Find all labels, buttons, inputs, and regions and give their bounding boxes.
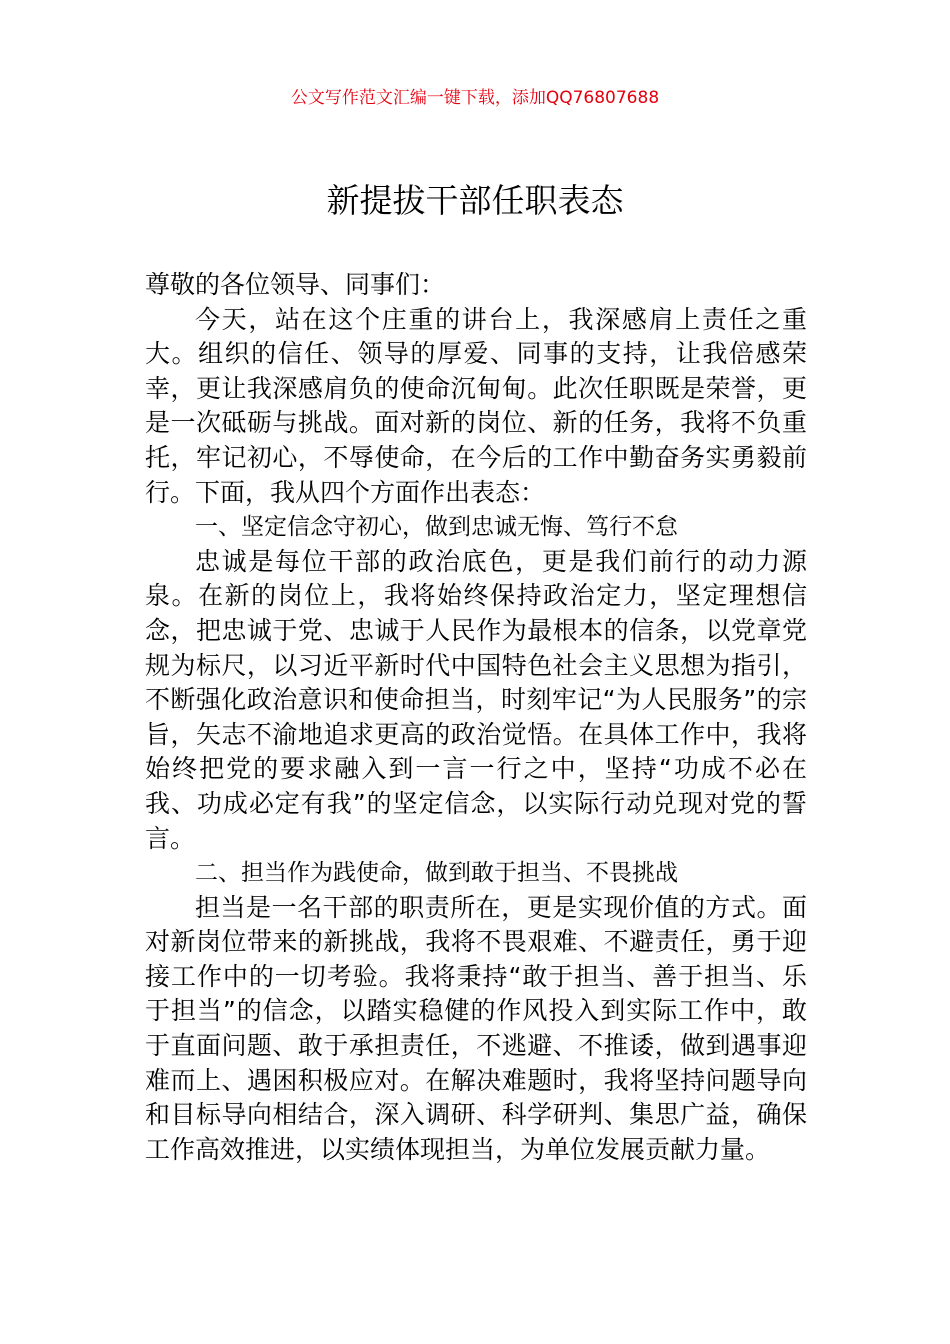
- document-body: [145, 268, 807, 1167]
- paragraph-loyalty: 忠诚是每位干部的政治底色，更是我们前行的动力源泉。在新的岗位上，我将始终保持政治定力，坚定理想信念，把忠诚于党、忠诚于人民作为最根本的信条，以党章党规为标尺，以习近平新时代中国特色社会主义思想为指引，不断强化政治意识和使命担当，时刻牢记“为人民服务”的宗旨，矢志不渝地追求更高的政治觉悟。在具体工作中，我将始终把党的要求融入到一言一行之中，坚持“功成不必在我、功成必定有我”的坚定信念，以实际行动兑现对党的誓言。: [145, 546, 807, 853]
- section-heading-1: 一、坚定信念守初心，做到忠诚无悔、笃行不怠: [195, 514, 678, 541]
- paragraph-intro: 今天，站在这个庄重的讲台上，我深感肩上责任之重大。组织的信任、领导的厚爱、同事的支持，让我倍感荣幸，更让我深感肩负的使命沉甸甸。此次任职既是荣誉，更是一次砥砺与挑战。面对新的岗位、新的任务，我将不负重托，牢记初心，不辱使命，在今后的工作中勤奋务实勇毅前行。下面，我从四个方面作出表态：: [145, 304, 807, 507]
- promo-line: 公文写作范文汇编一键下载，添加QQ76807688: [290, 88, 660, 108]
- document-title: 新提拔干部任职表态: [326, 181, 624, 220]
- section-heading-2: 二、担当作为践使命，做到敢于担当、不畏挑战: [195, 860, 678, 887]
- salutation: 尊敬的各位领导、同事们：: [145, 270, 446, 299]
- paragraph-responsibility: 担当是一名干部的职责所在，更是实现价值的方式。面对新岗位带来的新挑战，我将不畏艰难、不避责任，勇于迎接工作中的一切考验。我将秉持“敢于担当、善于担当、乐于担当”的信念，以踏实稳健的作风投入到实际工作中，敢于直面问题、敢于承担责任，不逃避、不推诿，做到遇事迎难而上、遇困积极应对。在解决难题时，我将坚持问题导向和目标导向相结合，深入调研、科学研判、集思广益，确保工作高效推进，以实绩体现担当，为单位发展贡献力量。: [145, 892, 807, 1164]
